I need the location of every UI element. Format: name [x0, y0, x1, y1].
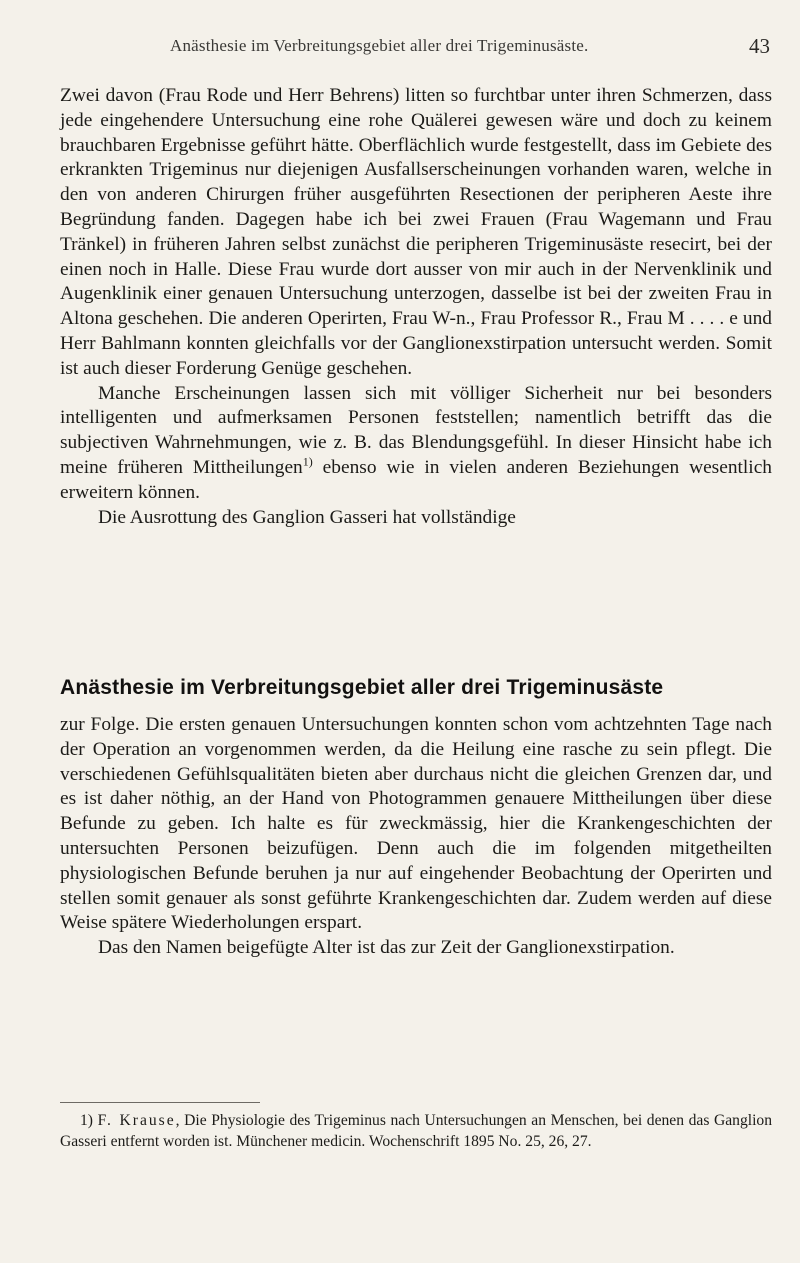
- paragraph: [60, 382, 772, 506]
- paragraph: Zwei davon (Frau Rode und Herr Behrens) litten so furchtbar unter ihren Schmerzen, dass jede eingehendere Untersuchung eine rohe Quälerei gewesen wäre und doch zu keinem brauchbaren Ergebnisse geführt hätte. Oberflächlich wurde festgestellt, dass im Gebiete des erkrankten Trigeminus nur diejenigen Ausfallserscheinungen vorhanden waren, welche in den von anderen Chirurgen früher ausgeführten Resectionen der peripheren Aeste ihre Begründung fanden. Dagegen habe ich bei zwei Frauen (Frau Wagemann und Frau Tränkel) in früheren Jahren selbst zunächst die peripheren Trigeminusäste resecirt, bei der einen noch in Halle. Diese Frau wurde dort ausser von mir auch in der Nervenklinik und Augenklinik einer genauen Untersuchung unterzogen, dasselbe ist bei der zweiten Frau in Altona geschehen. Die anderen Operirten, Frau W-n., Frau Professor R., Frau M . . . . e und Herr Bahlmann konnten gleichfalls vor der Ganglionexstirpation untersucht werden. Somit ist auch dieser Forderung Genüge geschehen.: [60, 85, 772, 379]
- footnote-text: [60, 1110, 772, 1152]
- footnote: [60, 1110, 772, 1152]
- footnote-marker: 1): [80, 1112, 93, 1129]
- footnote-author: F. Krause: [97, 1112, 176, 1129]
- footnote-reference[interactable]: 1): [302, 454, 313, 469]
- footnote-divider: [60, 1102, 260, 1103]
- running-head: [60, 34, 770, 64]
- paragraph: zur Folge. Die ersten genauen Untersuchungen konnten schon vom achtzehnten Tage nach der Operation an vorgenommen werden, da die Heilung eine rasche zu sein pflegt. Die verschiedenen Gefühlsqualitäten bieten aber durchaus nicht die gleichen Grenzen dar, und es ist daher nöthig, an der Hand von Photogrammen genauere Mittheilungen über diese Befunde zu geben. Ich halte es für zweckmässig, hier die Krankengeschichten der untersuchten Personen beizufügen. Denn auch die im folgenden mitgetheilten physiologischen Befunde beruhen ja nur auf eingehender Beobachtung der Operirten und stellen somit genauer als sonst geführte Krankengeschichten dar. Zudem werden auf diese Weise spätere Wiederholungen erspart.: [60, 714, 772, 934]
- paragraph: Die Ausrottung des Ganglion Gasseri hat vollständige: [98, 506, 516, 528]
- section-heading: Anästhesie im Verbreitungsgebiet aller drei Trigeminusäste: [60, 676, 664, 699]
- body-text-lower: [60, 713, 772, 961]
- paragraph: Das den Namen beigefügte Alter ist das zur Zeit der Ganglionexstirpation.: [98, 937, 675, 959]
- page-number: 43: [749, 34, 770, 58]
- paragraph-text: ebenso wie in vielen anderen Beziehungen wesentlich erweitern können.: [60, 456, 772, 503]
- paragraph-text: Manche Erscheinungen lassen sich mit völliger Sicherheit nur bei besonders intelligenten und aufmerksamen Personen feststellen; namentlich betrifft das die subjectiven Wahrnehmungen, wie z. B. das Blendungsgefühl. In dieser Hinsicht habe ich meine früheren Mittheilungen: [60, 382, 772, 478]
- running-title: Anästhesie im Verbreitungsgebiet aller drei Trigeminusäste.: [170, 36, 589, 55]
- body-text-upper: [60, 84, 772, 530]
- footnote-citation: , Die Physiologie des Trigeminus nach Untersuchungen an Menschen, bei denen das Ganglion Gasseri entfernt worden ist. Münchener medicin. Wochenschrift 1895 No. 25, 26, 27.: [60, 1112, 772, 1150]
